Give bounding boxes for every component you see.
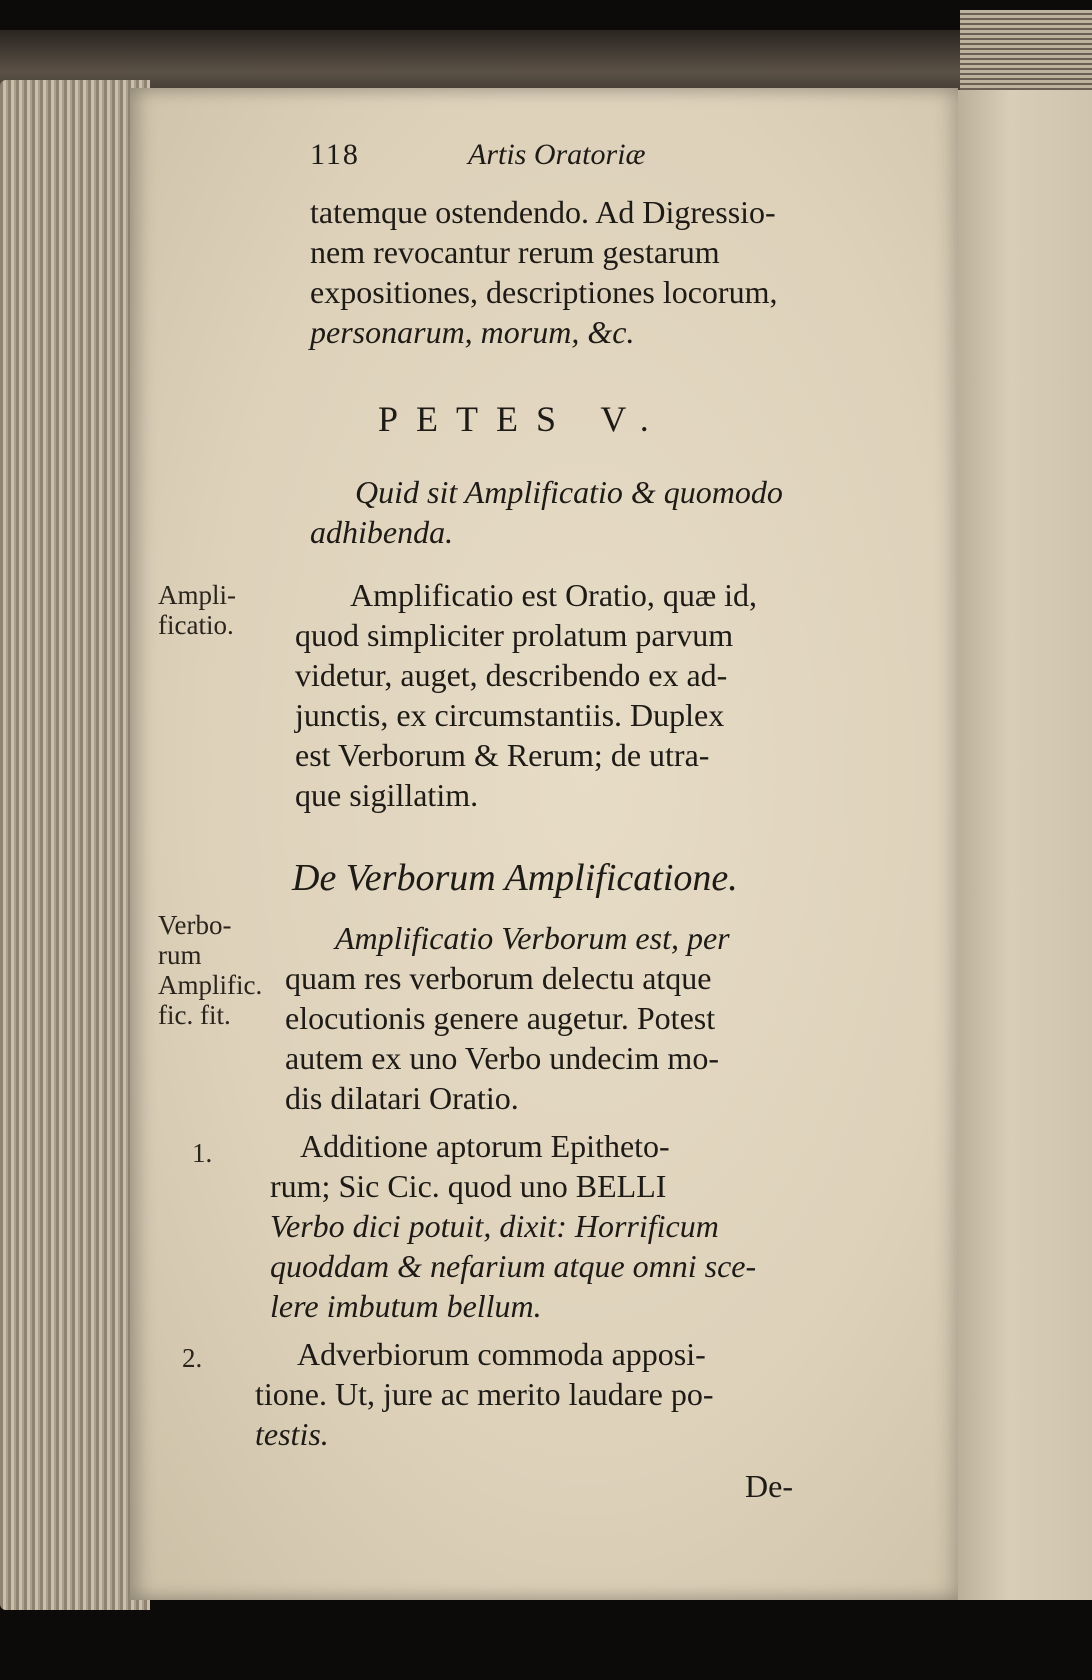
margin-line: Amplific. bbox=[158, 970, 263, 1000]
margin-note-amplificatio bbox=[158, 580, 236, 640]
section-heading: De Verborum Amplificatione. bbox=[292, 857, 738, 899]
margin-line: rum bbox=[158, 940, 202, 970]
text-line: lere imbutum bellum. bbox=[270, 1288, 542, 1324]
facing-page bbox=[955, 90, 1092, 1600]
paragraph-verborum bbox=[285, 918, 835, 1118]
book-page bbox=[130, 88, 958, 1600]
text-line: elocutionis genere augetur. Potest bbox=[285, 1000, 716, 1036]
margin-line: ficatio. bbox=[158, 610, 234, 640]
text-line: Amplificatio est Oratio, quæ id, bbox=[350, 577, 758, 613]
page-number: 118 bbox=[310, 138, 360, 171]
text-line: tatemque ostendendo. Ad Digressio- bbox=[310, 194, 776, 230]
margin-line: Verbo- bbox=[158, 910, 232, 940]
running-title: Artis Oratoriæ bbox=[468, 138, 646, 171]
catchword: De- bbox=[745, 1468, 793, 1504]
text-line: est Verborum & Rerum; de utra- bbox=[295, 737, 710, 773]
text-line: Verbo dici potuit, dixit: Horrificum bbox=[270, 1208, 719, 1244]
text-line: videtur, auget, describendo ex ad- bbox=[295, 657, 728, 693]
text-line: tione. Ut, jure ac merito laudare po- bbox=[255, 1376, 714, 1412]
paragraph-item-2 bbox=[255, 1334, 825, 1454]
margin-line: Ampli- bbox=[158, 580, 236, 610]
text-line: quoddam & nefarium atque omni sce- bbox=[270, 1248, 757, 1284]
text-line: Additione aptorum Epitheto- bbox=[300, 1128, 670, 1164]
text-line: nem revocantur rerum gestarum bbox=[310, 234, 720, 270]
paragraph-item-1 bbox=[270, 1126, 825, 1326]
margin-line: fic. fit. bbox=[158, 1000, 231, 1030]
subtitle-line: adhibenda. bbox=[310, 514, 454, 550]
text-line: Adverbiorum commoda apposi- bbox=[297, 1336, 706, 1372]
subtitle-line: Quid sit Amplificatio & quomodo bbox=[355, 474, 783, 510]
text-line: junctis, ex circumstantiis. Duplex bbox=[295, 697, 725, 733]
item-marker-1: 1. bbox=[192, 1138, 213, 1168]
text-line: personarum, morum, &c. bbox=[310, 314, 635, 350]
text-line: que sigillatim. bbox=[295, 777, 479, 813]
text-line: autem ex uno Verbo undecim mo- bbox=[285, 1040, 719, 1076]
margin-note-verborum bbox=[158, 910, 262, 1030]
chapter-heading: PETES V. bbox=[378, 399, 667, 439]
text-line: testis. bbox=[255, 1416, 329, 1452]
chapter-subtitle bbox=[310, 472, 830, 552]
item-marker-2: 2. bbox=[182, 1343, 203, 1373]
right-page-stack bbox=[960, 10, 1092, 95]
text-line: rum; Sic Cic. quod uno BELLI bbox=[270, 1168, 667, 1204]
text-line: dis dilatari Oratio. bbox=[285, 1080, 519, 1116]
paragraph-amplificatio bbox=[295, 575, 840, 815]
text-line: quam res verborum delectu atque bbox=[285, 960, 712, 996]
paragraph-digressio bbox=[310, 192, 835, 352]
left-page-stack bbox=[0, 80, 150, 1610]
text-line: quod simpliciter prolatum parvum bbox=[295, 617, 734, 653]
text-line: Amplificatio Verborum est, per bbox=[335, 920, 730, 956]
text-line: expositiones, descriptiones locorum, bbox=[310, 274, 778, 310]
